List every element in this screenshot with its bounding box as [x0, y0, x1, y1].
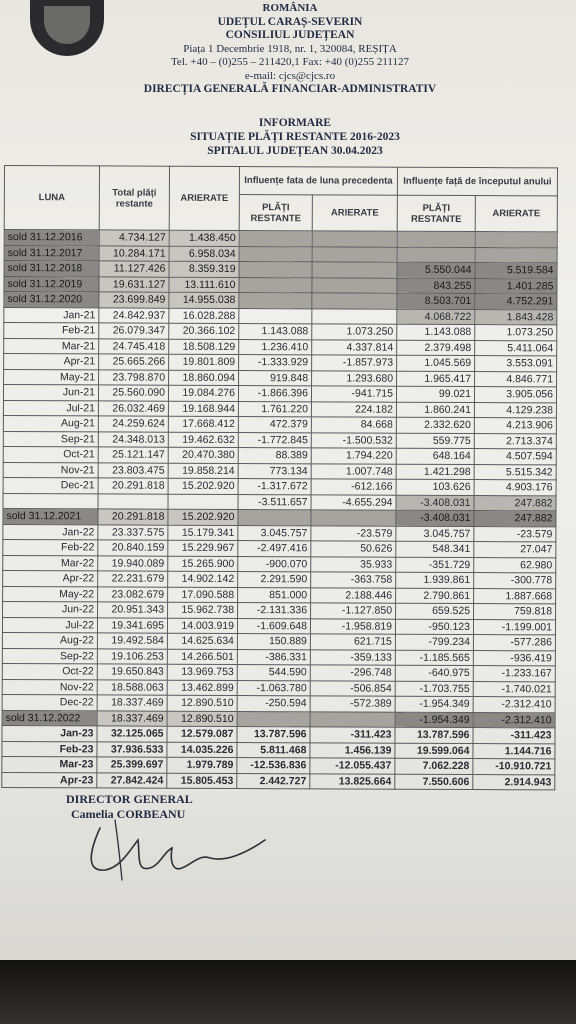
cell-prev-plati: [239, 262, 312, 278]
cell-arierate: 12.890.510: [167, 695, 237, 711]
cell-prev-plati: 544.590: [237, 665, 310, 681]
cell-total: 23.803.475: [98, 462, 168, 478]
cell-arierate: 8.359.319: [169, 261, 239, 277]
cell-total: [98, 493, 168, 509]
cell-prev-arierate: [312, 262, 397, 278]
cell-start-arierate: -936.419: [473, 650, 555, 666]
cell-luna: Nov-22: [2, 679, 97, 695]
cell-arierate: 14.035.226: [167, 742, 237, 758]
cell-prev-plati: -1.772.845: [238, 432, 311, 448]
cell-luna: Jun-22: [3, 601, 98, 617]
cell-prev-arierate: 1.456.139: [310, 742, 395, 758]
cell-start-plati: 99.021: [396, 386, 474, 402]
cell-prev-plati: -1.317.672: [238, 479, 311, 495]
cell-luna: sold 31.12.2019: [4, 276, 99, 292]
cell-luna: [3, 493, 98, 509]
cell-luna: May-22: [3, 586, 98, 602]
cell-prev-plati: 919.848: [239, 370, 312, 386]
col-header-prev-plati: PLĂȚI RESTANTE: [239, 195, 312, 231]
cell-luna: Jan-22: [3, 524, 98, 540]
cell-prev-arierate: [312, 277, 397, 293]
cell-total: 19.650.843: [97, 664, 167, 680]
col-header-total: Total plăți restante: [99, 166, 169, 230]
cell-prev-plati: 3.045.757: [238, 525, 311, 541]
cell-total: 19.106.253: [97, 648, 167, 664]
cell-prev-plati: 5.811.468: [237, 742, 310, 758]
cell-luna: sold 31.12.2020: [4, 292, 99, 308]
cell-prev-plati: -1.333.929: [239, 355, 312, 371]
cell-arierate: 14.902.142: [168, 571, 238, 587]
cell-prev-plati: [239, 308, 312, 324]
cell-total: 25.665.266: [99, 354, 169, 370]
cell-prev-arierate: 4.337.814: [312, 339, 397, 355]
cell-luna: sold 31.12.2021: [3, 508, 98, 524]
cell-start-arierate: 3.905.056: [474, 387, 556, 403]
cell-luna: Dec-21: [3, 477, 98, 493]
cell-luna: Mar-23: [2, 756, 97, 772]
cell-start-arierate: 247.882: [474, 495, 556, 511]
cell-prev-arierate: [312, 308, 397, 324]
cell-prev-plati: 1.236.410: [239, 339, 312, 355]
cell-start-plati: -1.954.349: [395, 712, 473, 728]
cell-start-plati: 2.379.498: [397, 340, 475, 356]
title-line-2: SITUAȚIE PLĂȚI RESTANTE 2016-2023: [190, 131, 400, 143]
cell-arierate: 20.366.102: [169, 323, 239, 339]
cell-start-arierate: 759.818: [474, 604, 556, 620]
cell-luna: sold 31.12.2016: [4, 230, 99, 246]
cell-prev-arierate: 2.188.446: [311, 587, 396, 603]
cell-prev-plati: 88.389: [238, 448, 311, 464]
cell-arierate: 15.805.453: [167, 773, 237, 789]
cell-start-arierate: -23.579: [474, 526, 556, 542]
cell-total: 37.936.533: [97, 741, 167, 757]
cell-start-arierate: 4.846.771: [475, 371, 557, 387]
cell-start-arierate: 4.752.291: [475, 294, 557, 310]
cell-prev-arierate: 1.007.748: [311, 463, 396, 479]
cell-start-plati: 7.062.228: [395, 758, 473, 774]
cell-prev-plati: [239, 231, 312, 247]
cell-start-arierate: -300.778: [474, 573, 556, 589]
cell-luna: Nov-21: [3, 462, 98, 478]
cell-total: 20.291.818: [98, 478, 168, 494]
col-header-prev-group: Influențe fata de luna precedenta: [239, 167, 397, 196]
cell-arierate: 13.969.753: [167, 664, 237, 680]
cell-prev-arierate: -1.857.973: [312, 355, 397, 371]
cell-total: 19.940.089: [98, 555, 168, 571]
signatory-name: Camelia CORBEANU: [71, 807, 186, 821]
cell-luna: Apr-22: [3, 570, 98, 586]
cell-start-plati: 5.550.044: [397, 262, 475, 278]
col-header-arierate: ARIERATE: [169, 166, 239, 230]
cell-start-arierate: [475, 247, 557, 263]
cell-luna: Jul-22: [2, 617, 97, 633]
cell-total: 25.399.697: [97, 757, 167, 773]
cell-prev-arierate: -1.500.532: [311, 432, 396, 448]
cell-luna: sold 31.12.2017: [4, 245, 99, 261]
cell-start-plati: -1.954.349: [395, 696, 473, 712]
cell-total: 4.734.127: [99, 230, 169, 246]
cell-arierate: 14.955.038: [169, 292, 239, 308]
cell-start-plati: 1.939.861: [396, 572, 474, 588]
direction-name: DIRECȚIA GENERALĂ FINANCIAR-ADMINISTRATIV: [143, 83, 437, 95]
cell-prev-plati: 150.889: [237, 634, 310, 650]
email-line: e-mail: cjcs@cjcs.ro: [244, 69, 336, 82]
cell-prev-arierate: -612.166: [311, 479, 396, 495]
cell-start-arierate: 62.980: [474, 557, 556, 573]
cell-arierate: 1.438.450: [169, 230, 239, 246]
cell-arierate: 12.579.087: [167, 726, 237, 742]
cell-start-plati: [397, 231, 475, 247]
table-row: [2, 772, 555, 790]
cell-start-plati: 548.341: [396, 541, 474, 557]
cell-arierate: 15.265.900: [168, 556, 238, 572]
address-line: Piața 1 Decembrie 1918, nr. 1, 320084, REȘIȚA: [183, 42, 397, 55]
cell-arierate: 14.003.919: [167, 618, 237, 634]
cell-luna: Feb-22: [3, 539, 98, 555]
cell-luna: Jan-23: [2, 725, 97, 741]
cell-prev-plati: -900.070: [238, 556, 311, 572]
cell-luna: Jan-21: [4, 307, 99, 323]
cell-start-arierate: 5.519.584: [475, 263, 557, 279]
cell-start-arierate: -2.312.410: [473, 712, 555, 728]
cell-total: 23.798.870: [99, 369, 169, 385]
col-header-start-arierate: ARIERATE: [475, 196, 557, 232]
cell-total: 19.492.584: [97, 633, 167, 649]
cell-prev-plati: -2.131.336: [238, 603, 311, 619]
cell-prev-plati: -12.536.836: [237, 758, 310, 774]
cell-arierate: 18.860.094: [169, 370, 239, 386]
cell-prev-plati: 1.143.088: [239, 324, 312, 340]
cell-total: 22.231.679: [98, 571, 168, 587]
cell-prev-arierate: 13.825.664: [310, 773, 395, 789]
cell-total: 27.842.424: [97, 772, 167, 788]
cell-total: 24.348.013: [98, 431, 168, 447]
cell-start-plati: 843.255: [397, 278, 475, 294]
cell-start-plati: 1.143.088: [397, 324, 475, 340]
cell-start-arierate: [475, 232, 557, 248]
cell-arierate: 17.090.588: [168, 587, 238, 603]
cell-luna: Sep-22: [2, 648, 97, 664]
cell-start-arierate: 5.515.342: [474, 464, 556, 480]
cell-prev-plati: [238, 510, 311, 526]
cell-prev-arierate: -4.655.294: [311, 494, 396, 510]
cell-prev-arierate: -363.758: [311, 572, 396, 588]
cell-start-plati: -640.975: [395, 665, 473, 681]
cell-prev-plati: -1.063.780: [237, 680, 310, 696]
cell-start-plati: -351.729: [396, 557, 474, 573]
cell-start-plati: -1.703.755: [395, 681, 473, 697]
cell-start-plati: 7.550.606: [395, 774, 473, 790]
cell-luna: Aug-21: [3, 415, 98, 431]
cell-luna: Jun-21: [3, 385, 98, 401]
cell-arierate: 1.979.789: [167, 757, 237, 773]
cell-arierate: 15.202.920: [168, 509, 238, 525]
cell-start-arierate: -1.740.021: [473, 681, 555, 697]
cell-prev-plati: 1.761.220: [238, 401, 311, 417]
cell-total: 11.127.426: [99, 261, 169, 277]
cell-arierate: 14.266.501: [167, 649, 237, 665]
cell-prev-arierate: [312, 231, 397, 247]
cell-total: 10.284.171: [99, 245, 169, 261]
cell-luna: sold 31.12.2018: [4, 261, 99, 277]
cell-luna: Oct-22: [2, 663, 97, 679]
cell-luna: Jul-21: [3, 400, 98, 416]
cell-start-plati: 1.965.417: [397, 371, 475, 387]
title-line-3: SPITALUL JUDEȚEAN 30.04.2023: [207, 145, 383, 157]
col-header-luna: LUNA: [4, 166, 99, 230]
cell-total: 18.337.469: [97, 695, 167, 711]
cell-luna: Mar-21: [4, 338, 99, 354]
cell-prev-plati: 2.291.590: [238, 572, 311, 588]
cell-arierate: 13.462.899: [167, 680, 237, 696]
cell-arierate: 14.625.634: [167, 633, 237, 649]
cell-arierate: 19.858.214: [168, 463, 238, 479]
title-line-1: INFORMARE: [258, 117, 332, 129]
cell-arierate: 12.890.510: [167, 711, 237, 727]
cell-arierate: 18.508.129: [169, 339, 239, 355]
table-body: [2, 230, 557, 790]
cell-total: 18.588.063: [97, 679, 167, 695]
signatory-role: DIRECTOR GENERAL: [66, 792, 193, 806]
cell-start-arierate: 1.401.285: [475, 278, 557, 294]
cell-start-arierate: 5.411.064: [475, 340, 557, 356]
cell-start-plati: 1.421.298: [396, 464, 474, 480]
cell-start-plati: 659.525: [396, 603, 474, 619]
cell-prev-arierate: -941.715: [311, 386, 396, 402]
cell-prev-plati: 2.442.727: [237, 773, 310, 789]
cell-start-plati: 13.787.596: [395, 727, 473, 743]
cell-arierate: 20.470.380: [168, 447, 238, 463]
cell-luna: Oct-21: [3, 446, 98, 462]
cell-start-arierate: -311.423: [473, 728, 555, 744]
cell-start-arierate: 4.213.906: [474, 418, 556, 434]
cell-prev-plati: -1.866.396: [238, 386, 311, 402]
letterhead: [100, 2, 480, 97]
cell-start-plati: 2.790.861: [396, 588, 474, 604]
col-header-start-plati: PLĂȚI RESTANTE: [397, 195, 475, 231]
arrears-table: [1, 165, 558, 790]
phone-fax-line: Tel. +40 – (0)255 – 211420,1 Fax: +40 (0)255 211127: [170, 56, 410, 68]
cell-total: 23.699.849: [99, 292, 169, 308]
cell-start-plati: -3.408.031: [396, 495, 474, 511]
col-header-prev-arierate: ARIERATE: [312, 195, 397, 231]
cell-prev-plati: 851.000: [238, 587, 311, 603]
cell-luna: Feb-21: [4, 323, 99, 339]
document-title: [150, 116, 440, 158]
cell-luna: Sep-21: [3, 431, 98, 447]
cell-prev-plati: -3.511.657: [238, 494, 311, 510]
cell-luna: Mar-22: [3, 555, 98, 571]
cell-start-plati: 559.775: [396, 433, 474, 449]
cell-start-plati: -799.234: [395, 634, 473, 650]
cell-start-arierate: -1.199.001: [473, 619, 555, 635]
cell-arierate: 17.668.412: [168, 416, 238, 432]
cell-start-arierate: 1.144.716: [473, 743, 555, 759]
county-name: UDEȚUL CARAȘ-SEVERIN: [217, 15, 363, 28]
cell-prev-plati: -250.594: [237, 696, 310, 712]
background-surface: [0, 960, 576, 1024]
cell-total: 24.259.624: [98, 416, 168, 432]
cell-start-plati: -950.123: [395, 619, 473, 635]
cell-total: 20.951.343: [98, 602, 168, 618]
cell-total: 18.337.469: [97, 710, 167, 726]
cell-start-arierate: 4.507.594: [474, 449, 556, 465]
cell-luna: Aug-22: [2, 632, 97, 648]
cell-luna: sold 31.12.2022: [2, 710, 97, 726]
cell-prev-plati: -1.609.648: [237, 618, 310, 634]
cell-start-arierate: 4.903.176: [474, 480, 556, 496]
cell-prev-arierate: 1.293.680: [312, 370, 397, 386]
cell-start-plati: 4.068.722: [397, 309, 475, 325]
cell-arierate: 15.229.967: [168, 540, 238, 556]
cell-prev-arierate: [310, 711, 395, 727]
cell-start-arierate: 2.713.374: [474, 433, 556, 449]
cell-prev-arierate: -23.579: [311, 525, 396, 541]
cell-total: 25.560.090: [98, 385, 168, 401]
cell-arierate: 19.168.944: [168, 401, 238, 417]
cell-prev-arierate: [311, 510, 396, 526]
cell-start-arierate: -2.312.410: [473, 697, 555, 713]
cell-prev-arierate: 1.073.250: [312, 324, 397, 340]
cell-start-plati: 3.045.757: [396, 526, 474, 542]
cell-arierate: 6.958.034: [169, 246, 239, 262]
cell-arierate: 15.202.920: [168, 478, 238, 494]
cell-arierate: 15.962.738: [168, 602, 238, 618]
cell-arierate: 15.179.341: [168, 525, 238, 541]
cell-arierate: [168, 494, 238, 510]
cell-total: 25.121.147: [98, 447, 168, 463]
cell-start-arierate: -10.910.721: [473, 759, 555, 775]
cell-start-plati: 8.503.701: [397, 293, 475, 309]
cell-start-arierate: -577.286: [473, 635, 555, 651]
cell-start-arierate: 4.129.238: [474, 402, 556, 418]
cell-start-arierate: -1.233.167: [473, 666, 555, 682]
cell-start-plati: 2.332.620: [396, 417, 474, 433]
cell-start-arierate: 1.073.250: [475, 325, 557, 341]
cell-start-plati: -3.408.031: [396, 510, 474, 526]
cell-prev-arierate: -572.389: [310, 696, 395, 712]
cell-prev-arierate: 621.715: [310, 634, 395, 650]
cell-prev-arierate: -12.055.437: [310, 758, 395, 774]
county-coat-of-arms: [30, 0, 104, 56]
cell-arierate: 13.111.610: [169, 277, 239, 293]
cell-total: 24.842.937: [99, 307, 169, 323]
country-name: ROMÂNIA: [262, 2, 318, 14]
cell-prev-arierate: -296.748: [310, 665, 395, 681]
council-name: CONSILIUL JUDEȚEAN: [225, 29, 355, 41]
col-header-start-group: Influențe față de începutul anului: [397, 167, 557, 196]
cell-prev-arierate: 224.182: [311, 401, 396, 417]
cell-prev-plati: [239, 246, 312, 262]
cell-start-plati: 1.860.241: [396, 402, 474, 418]
cell-prev-arierate: -506.854: [310, 680, 395, 696]
cell-prev-plati: [239, 293, 312, 309]
cell-prev-arierate: [312, 293, 397, 309]
cell-prev-arierate: 35.933: [311, 556, 396, 572]
cell-prev-plati: 13.787.596: [237, 727, 310, 743]
cell-luna: Feb-23: [2, 741, 97, 757]
cell-prev-arierate: 84.668: [311, 417, 396, 433]
cell-prev-plati: -2.497.416: [238, 541, 311, 557]
cell-prev-arierate: -1.127.850: [311, 603, 396, 619]
cell-start-plati: 103.626: [396, 479, 474, 495]
cell-total: 26.032.469: [98, 400, 168, 416]
cell-arierate: 19.084.276: [168, 385, 238, 401]
cell-total: 24.745.418: [99, 338, 169, 354]
cell-prev-arierate: -359.133: [310, 649, 395, 665]
cell-start-plati: [397, 247, 475, 263]
cell-prev-arierate: -1.958.819: [310, 618, 395, 634]
cell-luna: Apr-21: [4, 354, 99, 370]
cell-total: 32.125.065: [97, 726, 167, 742]
cell-start-plati: 1.045.569: [397, 355, 475, 371]
cell-start-arierate: 2.914.943: [473, 774, 555, 790]
cell-prev-plati: 773.134: [238, 463, 311, 479]
cell-prev-arierate: [312, 246, 397, 262]
cell-prev-plati: [239, 277, 312, 293]
cell-arierate: 19.462.632: [168, 432, 238, 448]
cell-total: 19.341.695: [97, 617, 167, 633]
cell-prev-arierate: 50.626: [311, 541, 396, 557]
cell-start-arierate: 3.553.091: [475, 356, 557, 372]
cell-start-plati: 19.599.064: [395, 743, 473, 759]
cell-luna: Apr-23: [2, 772, 97, 788]
cell-arierate: 16.028.288: [169, 308, 239, 324]
cell-prev-arierate: 1.794.220: [311, 448, 396, 464]
cell-start-arierate: 27.047: [474, 542, 556, 558]
cell-start-arierate: 1.887.668: [474, 588, 556, 604]
cell-start-arierate: 1.843.428: [475, 309, 557, 325]
cell-prev-plati: -386.331: [237, 649, 310, 665]
cell-total: 26.079.347: [99, 323, 169, 339]
cell-total: 20.840.159: [98, 540, 168, 556]
cell-start-plati: -1.185.565: [395, 650, 473, 666]
cell-total: 19.631.127: [99, 276, 169, 292]
cell-arierate: 19.801.809: [169, 354, 239, 370]
cell-prev-plati: [237, 711, 310, 727]
cell-prev-plati: 472.379: [238, 417, 311, 433]
cell-total: 23.082.679: [98, 586, 168, 602]
cell-prev-arierate: -311.423: [310, 727, 395, 743]
cell-total: 20.291.818: [98, 509, 168, 525]
handwritten-signature: [60, 810, 280, 890]
cell-luna: May-21: [4, 369, 99, 385]
cell-start-plati: 648.164: [396, 448, 474, 464]
cell-luna: Dec-22: [2, 694, 97, 710]
cell-start-arierate: 247.882: [474, 511, 556, 527]
cell-total: 23.337.575: [98, 524, 168, 540]
